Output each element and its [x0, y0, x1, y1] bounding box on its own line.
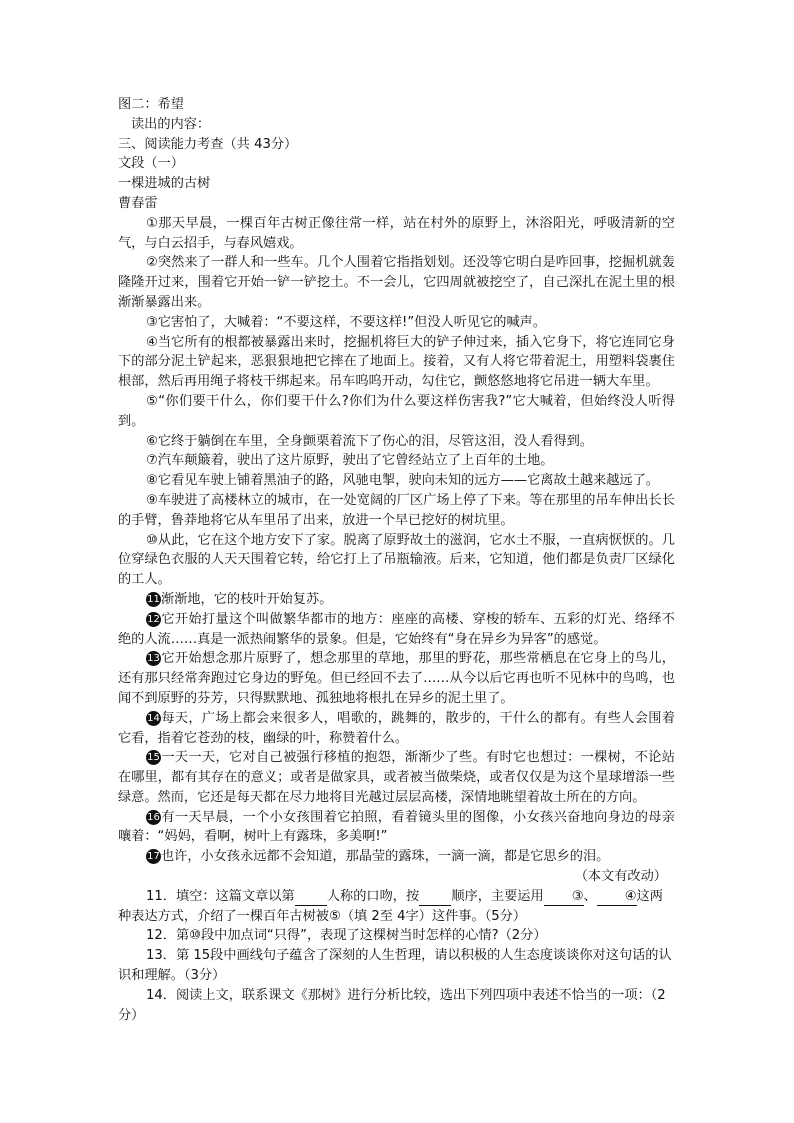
paragraph-text: ⑩从此，它在这个地方安下了家。脱离了原野故土的滋润，它水土不服，一直病恹恹的。几位穿绿色衣服的人天天围着它转，给它打上了吊瓶输液。后来，它知道，他们都是负责厂区绿化的工人。	[118, 532, 675, 588]
read-content-label: 读出的内容：	[131, 116, 211, 132]
q11-part3: 顺序，主要运用	[451, 888, 544, 904]
article-title: 一棵进城的古树	[118, 176, 211, 192]
q11-blank-4[interactable]: ④	[597, 889, 637, 906]
paragraph-number-badge: 16	[147, 811, 160, 823]
paragraph-text: 有一天早晨，一个小女孩围着它拍照，看着镜头里的图像，小女孩兴奋地向身边的母亲嚷着：“妈妈，看啊，树叶上有露珠，多美啊!”	[118, 809, 675, 845]
question-14: 14．阅读上文，联系课文《那树》进行分析比较，选出下列四项中表述不恰当的一项：（2分）	[118, 987, 666, 1023]
paragraph-number-badge: 14	[147, 712, 160, 724]
paragraph-text: 一天一天，它对自己被强行移植的抱怨，渐渐少了些。有时它也想过：一棵树，不论站在哪里，都有其存在的意义；或者是做家具，或者被当做柴烧，或者仅仅是为这个星球增添一些绿意。然而，它还是每天都在尽力地将目光越过层层高楼，深情地眺望着故土所在的方向。	[118, 750, 675, 805]
article-paragraph	[118, 808, 675, 848]
article-paragraph	[118, 590, 675, 610]
paragraph-number-badge: 11	[147, 593, 160, 605]
article-paragraph	[118, 333, 675, 392]
paragraph-text: 它开始打量这个叫做繁华都市的地方：座座的高楼、穿梭的轿车、五彩的灯光、络绎不绝的人流……真是一派热闹繁华的景象。但是，它始终有“身在异乡为异客”的感觉。	[118, 611, 675, 647]
exam-page	[118, 95, 675, 1025]
article-paragraph	[118, 709, 675, 749]
article-paragraph	[118, 748, 675, 807]
paragraph-text: ③它害怕了，大喊着：“不要这样，不要这样!”但没人听见它的喊声。	[146, 314, 547, 330]
paragraph-text: ⑤“你们要干什么，你们要干什么?你们为什么要这样伤害我?”它大喊着，但始终没人听得到。	[118, 393, 675, 429]
article-paragraph	[118, 432, 675, 452]
paragraph-number-badge: 17	[147, 851, 160, 863]
paragraph-text: ④当它所有的根都被暴露出来时，挖掘机将巨大的铲子伸过来，插入它身下，将它连同它身下的部分泥土铲起来，恶狠狠地把它摔在了地面上。接着，又有人将它带着泥土，用塑料袋裹住根部，然后再用绳子将枝干绑起来。吊车呜呜开动，勾住它，颤悠悠地将它吊进一辆大车里。	[118, 334, 675, 390]
q11-blank-3[interactable]: ③	[544, 889, 584, 906]
section-title: 三、阅读能力考查（共 43分）	[118, 136, 298, 152]
article-paragraph	[118, 392, 675, 432]
paragraph-text: ⑦汽车颠簸着，驶出了这片原野，驶出了它曾经站立了上百年的土地。	[146, 453, 554, 469]
article-paragraph	[118, 214, 675, 254]
source-note: （本文有改动）	[574, 869, 667, 885]
article-author: 曹春雷	[118, 195, 158, 211]
article-paragraph	[118, 649, 675, 708]
q11-part1: 11．填空：这篇文章以第	[146, 888, 295, 904]
paragraph-text: ⑨车驶进了高楼林立的城市，在一处宽阔的厂区广场上停了下来。等在那里的吊车伸出长长的手臂，鲁莽地将它从车里吊了出来，放进一个早已挖好的树坑里。	[118, 492, 675, 528]
paragraph-text: 渐渐地，它的枝叶开始复苏。	[161, 591, 333, 607]
article-paragraph	[118, 847, 675, 867]
q11-part4: 这两种表达方式，介绍了一棵百年古树被⑤（填 2至 4字）这件事。（5分）	[118, 888, 663, 924]
passage-label: 文段（一）	[118, 156, 184, 172]
question-11	[118, 887, 675, 927]
paragraph-text: ⑥它终于躺倒在车里，全身颤栗着流下了伤心的泪，尽管这泪，没人看得到。	[146, 433, 594, 449]
article-paragraph	[118, 491, 675, 531]
paragraph-text: ⑧它看见车驶上铺着黑油子的路，风驰电掣，驶向未知的远方——它离故土越来越远了。	[146, 473, 659, 489]
article-paragraph	[118, 610, 675, 650]
article-paragraph	[118, 531, 675, 590]
paragraph-text: ②突然来了一群人和一些车。几个人围着它指指划划。还没等它明白是咋回事，挖掘机就轰隆隆开过来，围着它开始一铲一铲挖土。不一会儿，它四周就被挖空了，自己深扎在泥土里的根渐渐暴露出来。	[118, 255, 675, 310]
paragraph-text: 每天，广场上都会来很多人，唱歌的，跳舞的，散步的，干什么的都有。有些人会围着它看，指着它苍劲的枝，幽绿的叶，称赞着什么。	[118, 710, 675, 746]
paragraph-number-badge: 13	[147, 653, 160, 665]
paragraph-number-badge: 15	[147, 752, 160, 764]
paragraph-text: 也许，小女孩永远都不会知道，那晶莹的露珠，一滴一滴，都是它思乡的泪。	[161, 849, 610, 865]
question-13: 13．第 15段中画线句子蕴含了深刻的人生哲理，请以积极的人生态度谈谈你对这句话的认识和理解。（3分）	[118, 948, 672, 984]
paragraph-text: 它开始想念那片原野了，想念那里的草地，那里的野花，那些常栖息在它身上的鸟儿，还有那只经常奔跑过它身边的野兔。但已经回不去了……从今以后它再也听不见林中的鸟鸣，也闻不到原野的芬芳，只得默默地、孤独地将根扎在异乡的泥土里了。	[118, 651, 675, 706]
article-body	[118, 214, 675, 867]
q11-part2: 人称的口吻，按	[326, 888, 420, 904]
article-paragraph	[118, 253, 675, 312]
article-paragraph	[118, 471, 675, 491]
paragraph-number-badge: 12	[147, 613, 160, 625]
paragraph-text: ①那天早晨，一棵百年古树正像往常一样，站在村外的原野上，沐浴阳光，呼吸清新的空气，与白云招手，与春风嬉戏。	[118, 215, 675, 251]
figure-title: 图二：希望	[118, 97, 184, 112]
question-12: 12．第⑩段中加点词“只得”，表现了这棵树当时怎样的心情?（2分）	[146, 928, 547, 944]
article-paragraph	[118, 313, 675, 333]
q11-blank-1[interactable]	[295, 889, 327, 906]
q11-blank-2[interactable]	[419, 889, 451, 906]
q11-sep: 、	[583, 888, 597, 904]
article-paragraph	[118, 451, 675, 471]
